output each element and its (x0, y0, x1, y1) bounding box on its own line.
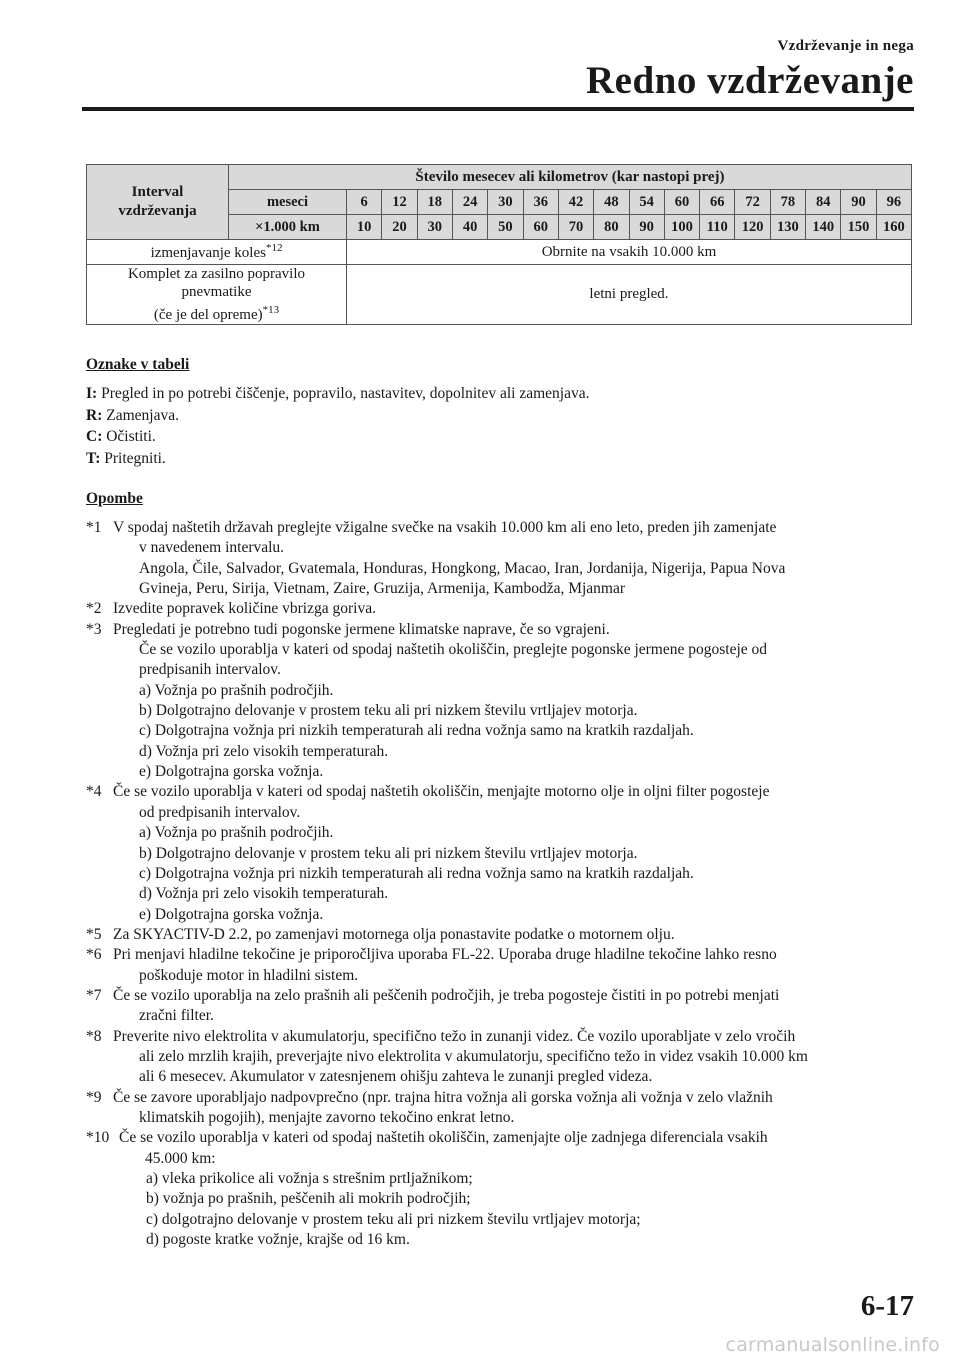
month-cell: 12 (382, 190, 417, 215)
note-line: a) Vožnja po prašnih področjih. (139, 681, 334, 699)
legend-item (86, 405, 589, 427)
table-row (87, 240, 912, 265)
km-cell: 30 (417, 215, 452, 240)
note-marker: *1 (86, 519, 102, 536)
interval-header (87, 165, 229, 240)
note-line: b) Dolgotrajno delovanje v prostem teku ali pri nizkem številu vrtljajev motorja. (139, 844, 638, 862)
note-line: Angola, Čile, Salvador, Gvatemala, Honduras, Hongkong, Macao, Iran, Jordanija, Nigerija, Papua Nova (139, 559, 786, 577)
legend-key: I: (86, 385, 98, 402)
note-9 (86, 1088, 912, 1129)
chapter-title: Redno vzdrževanje (585, 59, 914, 102)
note-line: b) vožnja po prašnih, peščenih ali mokrih področjih; (146, 1190, 471, 1208)
note-line: d) Vožnja pri zelo visokih temperaturah. (139, 742, 389, 760)
legend-key: C: (86, 428, 103, 445)
legend-key: R: (86, 406, 103, 424)
note-marker: *2 (86, 600, 102, 618)
month-cell: 24 (452, 190, 487, 215)
interval-header-line2: vzdrževanja (118, 203, 197, 219)
row-value: Obrnite na vsakih 10.000 km (347, 240, 912, 265)
note-line: Za SKYACTIV-D 2.2, po zamenjavi motornega olja ponastavite podatke o motornem olju. (113, 925, 675, 943)
km-cell: 50 (488, 215, 523, 240)
note-line: ali zelo mrzlih krajih, preverjajte nivo elektrolita v akumulatorju, specifično težo in videz vsakih 10.000 km (139, 1047, 808, 1065)
note-line: v navedenem intervalu. (139, 539, 285, 557)
note-8 (86, 1027, 912, 1088)
notes-heading: Opombe (86, 490, 143, 507)
note-marker: *7 (86, 986, 102, 1004)
km-cell: 60 (523, 215, 558, 240)
note-6 (86, 945, 912, 986)
note-marker: *3 (86, 620, 102, 638)
note-line: V spodaj naštetih državah preglejte vžigalne svečke na vsakih 10.000 km ali eno leto, preden jih zamenjate (113, 519, 777, 536)
watermark: carmanualsonline.info (725, 1334, 940, 1356)
km-cell: 20 (382, 215, 417, 240)
note-marker: *6 (86, 946, 102, 964)
km-cell: 90 (629, 215, 664, 240)
note-line: 45.000 km: (145, 1149, 216, 1167)
note-marker: *8 (86, 1027, 102, 1045)
month-cell: 78 (770, 190, 805, 215)
month-cell: 30 (488, 190, 523, 215)
note-line: zračni filter. (139, 1007, 214, 1025)
note-7 (86, 986, 912, 1027)
note-line: Če se vozilo uporablja v kateri od spodaj naštetih okoliščin, menjajte motorno olje in oljni filter pogosteje (113, 783, 770, 801)
note-line: Če se vozilo uporablja na zelo prašnih ali peščenih področjih, je treba pogosteje čistiti in po potrebi menjati (113, 986, 780, 1004)
note-line: Pregledati je potrebno tudi pogonske jermene klimatske naprave, če so vgrajeni. (113, 620, 610, 638)
month-cell: 6 (347, 190, 382, 215)
row-label-text: izmenjavanje koles (150, 245, 266, 261)
km-cell: 150 (841, 215, 876, 240)
page-number: 6-17 (860, 1290, 914, 1322)
interval-header-line1: Interval (131, 184, 184, 200)
row-label (87, 265, 347, 325)
note-line: d) pogoste kratke vožnje, krajše od 16 km. (146, 1231, 410, 1249)
note-line: Če se zavore uporabljajo nadpovprečno (npr. trajna hitra vožnja ali gorska vožnja ali vožnja v zelo vlažnih (113, 1088, 773, 1106)
row-label-text: (če je del opreme) (153, 307, 263, 323)
footnote-ref: *12 (265, 242, 283, 254)
note-marker: *10 (86, 1129, 110, 1147)
note-line: c) dolgotrajno delovanje v prostem teku ali pri nizkem številu vrtljajev motorja; (146, 1210, 641, 1228)
note-line: poškoduje motor in hladilni sistem. (139, 966, 359, 984)
note-marker: *9 (86, 1088, 102, 1106)
months-km-header: Število mesecev ali kilometrov (kar nastopi prej) (229, 165, 912, 190)
row-label (87, 240, 347, 265)
note-line: Če se vozilo uporablja v kateri od spodaj naštetih okoliščin, zamenjajte olje zadnjega diferenciala vsakih (119, 1129, 768, 1147)
row-label-line (89, 301, 344, 324)
maintenance-table (86, 164, 912, 325)
note-line: Pri menjavi hladilne tekočine je priporočljiva uporaba FL-22. Uporaba druge hladilne tekočine lahko resno (113, 946, 777, 964)
note-line: klimatskih pogojih), menjajte zavorno tekočino enkrat letno. (139, 1108, 515, 1126)
legend-heading: Oznake v tabeli (86, 356, 190, 373)
legend-item (86, 426, 589, 448)
km-label: ×1.000 km (229, 215, 347, 240)
note-4 (86, 782, 912, 924)
km-cell: 100 (664, 215, 699, 240)
note-line: Izvedite popravek količine vbrizga goriva. (113, 600, 376, 618)
km-cell: 130 (770, 215, 805, 240)
row-label-line: Komplet za zasilno popravilo (127, 266, 306, 282)
section-title: Vzdrževanje in nega (777, 38, 914, 54)
km-cell: 120 (735, 215, 770, 240)
km-cell: 160 (876, 215, 911, 240)
note-line: od predpisanih intervalov. (139, 803, 301, 821)
note-line: Če se vozilo uporablja v kateri od spodaj naštetih okoliščin, preglejte pogonske jermene pogosteje od (139, 641, 768, 659)
km-cell: 10 (347, 215, 382, 240)
note-line: b) Dolgotrajno delovanje v prostem teku ali pri nizkem številu vrtljajev motorja. (139, 702, 638, 720)
legend-item (86, 383, 589, 405)
month-cell: 42 (558, 190, 593, 215)
legend-text: Zamenjava. (106, 406, 179, 424)
note-2 (86, 599, 912, 619)
note-line: Gvineja, Peru, Sirija, Vietnam, Zaire, Gruzija, Armenija, Kambodža, Mjanmar (139, 580, 626, 598)
month-cell: 90 (841, 190, 876, 215)
km-cell: 140 (806, 215, 841, 240)
month-cell: 60 (664, 190, 699, 215)
row-label-line: pnevmatike (181, 284, 252, 300)
note-marker: *4 (86, 783, 102, 801)
legend-text: Pregled in po potrebi čiščenje, popravilo, nastavitev, dopolnitev ali zamenjava. (101, 385, 590, 402)
note-1 (86, 518, 912, 599)
month-cell: 36 (523, 190, 558, 215)
month-cell: 72 (735, 190, 770, 215)
months-label: meseci (229, 190, 347, 215)
legend-text: Pritegniti. (104, 449, 166, 467)
note-line: predpisanih intervalov. (139, 661, 281, 679)
footnote-ref: *13 (262, 304, 280, 316)
legend-list (86, 383, 589, 469)
note-line: d) Vožnja pri zelo visokih temperaturah. (139, 885, 389, 903)
note-line: a) vleka prikolice ali vožnja s strešnim prtljažnikom; (146, 1170, 473, 1187)
km-cell: 70 (558, 215, 593, 240)
note-line: e) Dolgotrajna gorska vožnja. (139, 763, 324, 781)
km-cell: 40 (452, 215, 487, 240)
note-10 (86, 1128, 912, 1250)
table-row (87, 265, 912, 325)
row-value: letni pregled. (347, 265, 912, 325)
km-cell: 80 (594, 215, 629, 240)
note-line: ali 6 mesecev. Akumulator v zatesnjenem ohišju zahteva le zunanji pregled videza. (139, 1068, 653, 1086)
month-cell: 96 (876, 190, 911, 215)
note-3 (86, 620, 912, 783)
legend-key: T: (86, 449, 101, 467)
month-cell: 84 (806, 190, 841, 215)
header-rule (82, 107, 914, 111)
legend-text: Očistiti. (106, 428, 156, 445)
km-cell: 110 (700, 215, 735, 240)
month-cell: 48 (594, 190, 629, 215)
legend-item (86, 448, 589, 470)
month-cell: 54 (629, 190, 664, 215)
note-line: c) Dolgotrajna vožnja pri nizkih temperaturah ali redna vožnja samo na kratkih razdaljah. (139, 722, 694, 740)
notes-list (86, 518, 912, 1250)
note-marker: *5 (86, 925, 102, 943)
note-line: Preverite nivo elektrolita v akumulatorju, specifično težo in zunanji videz. Če vozilo uporabljate v zelo vročih (113, 1027, 796, 1045)
note-line: c) Dolgotrajna vožnja pri nizkih temperaturah ali redna vožnja samo na kratkih razdaljah. (139, 864, 694, 882)
note-line: e) Dolgotrajna gorska vožnja. (139, 905, 324, 923)
note-5 (86, 925, 912, 945)
month-cell: 18 (417, 190, 452, 215)
note-line: a) Vožnja po prašnih področjih. (139, 824, 334, 842)
month-cell: 66 (700, 190, 735, 215)
